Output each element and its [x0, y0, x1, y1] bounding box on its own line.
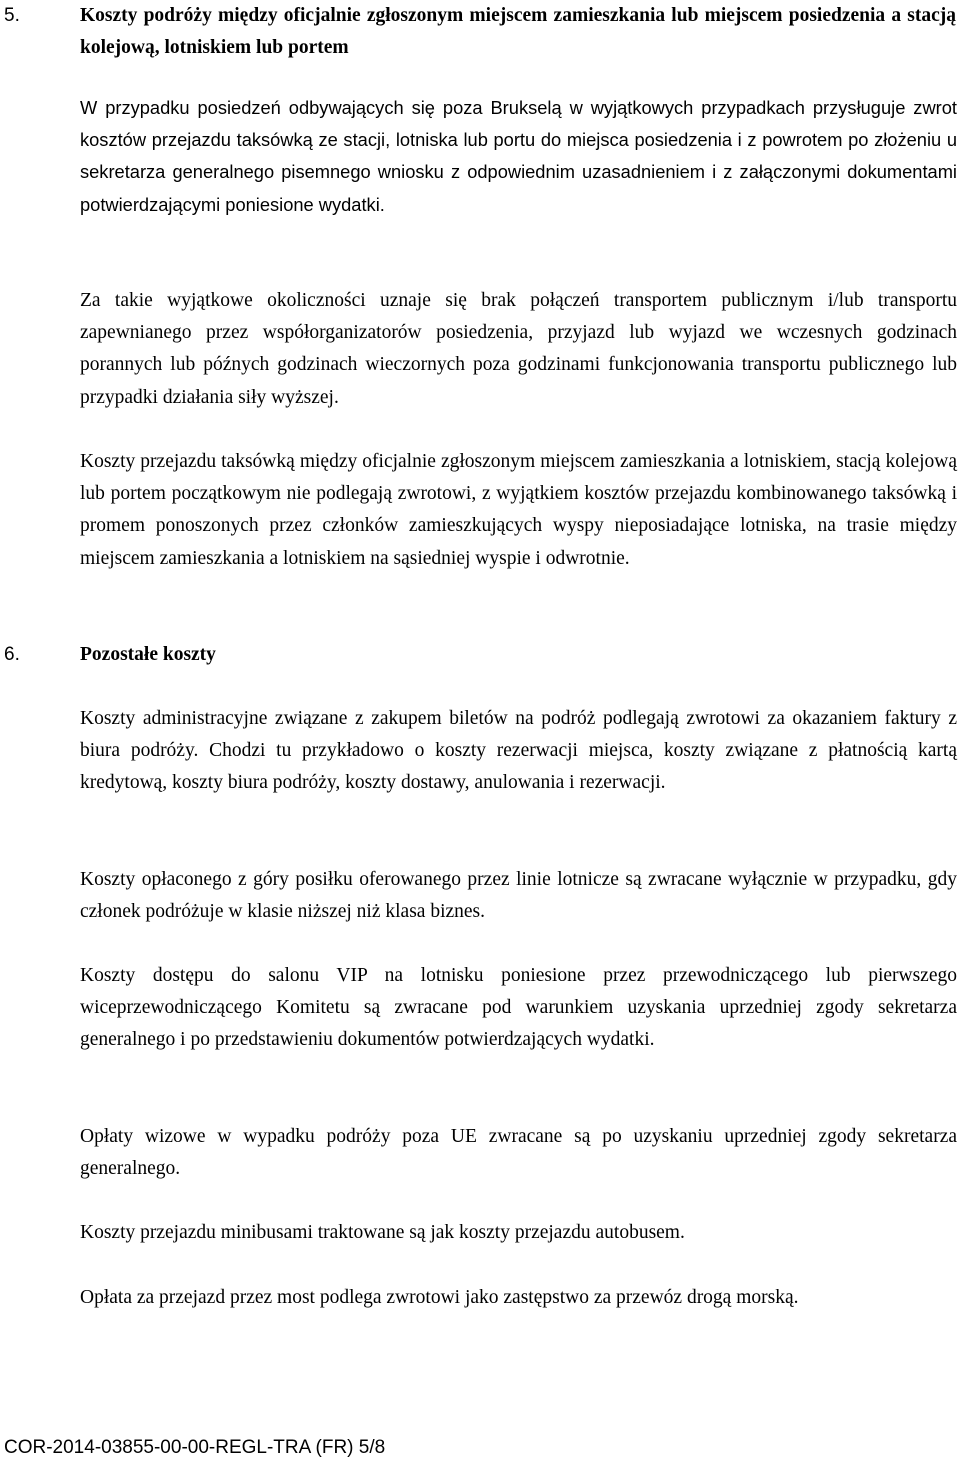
section-5-paragraph-2: Za takie wyjątkowe okoliczności uznaje się brak połączeń transportem publicznym i/lub transportu zapewnianego przez współorganizatorów posiedzenia, przyjazd lub wyjazd we wczesnych godzinach porannych lub późnych godzinach wieczornych poza godzinami funkcjonowania transportu publicznego lub przypadki działania siły wyższej.: [80, 290, 957, 408]
section-5-paragraph-3: Koszty przejazdu taksówką między oficjalnie zgłoszonym miejscem zamieszkania a lotniskiem, stacją kolejową lub portem początkowym nie podlegają zwrotowi, z wyjątkiem kosztów przejazdu kombinowanego taksówką i promem ponoszonych przez członków zamieszkujących wyspy nieposiadające lotniska, na trasie między miejscem zamieszkania a lotniskiem na sąsiedniej wyspie i odwrotnie.: [80, 451, 957, 569]
section-6-paragraph-4: Opłaty wizowe w wypadku podróży poza UE zwracane są po uzyskaniu uprzedniej zgody sekretarza generalnego.: [80, 1126, 957, 1180]
section-6-paragraph-3: Koszty dostępu do salonu VIP na lotnisku poniesione przez przewodniczącego lub pierwszego wiceprzewodniczącego Komitetu są zwracane pod warunkiem uzyskania uprzedniej zgody sekretarza generalnego i po przedstawieniu dokumentów potwierdzających wydatki.: [80, 965, 957, 1051]
section-5-paragraph-1: W przypadku posiedzeń odbywających się poza Brukselą w wyjątkowych przypadkach przysługuje zwrot kosztów przejazdu taksówką ze stacji, lotniska lub portu do miejsca posiedzenia i z powrotem po złożeniu u sekretarza generalnego pisemnego wniosku z odpowiednim uzasadnieniem i z załączonymi dokumentami potwierdzającymi poniesione wydatki.: [80, 97, 957, 215]
document-reference-footer: COR-2014-03855-00-00-REGL-TRA (FR) 5/8: [4, 1437, 386, 1458]
section-6-title: Pozostałe koszty: [80, 644, 216, 665]
section-5-number: 5.: [4, 5, 20, 26]
section-6-paragraph-5: Koszty przejazdu minibusami traktowane są jak koszty przejazdu autobusem.: [80, 1222, 685, 1243]
section-6-number: 6.: [4, 644, 20, 665]
section-5-title: Koszty podróży między oficjalnie zgłoszonym miejscem zamieszkania lub miejscem posiedzenia a stacją kolejową, lotniskiem lub portem: [80, 5, 956, 58]
section-6-paragraph-2: Koszty opłaconego z góry posiłku oferowanego przez linie lotnicze są zwracane wyłącznie w przypadku, gdy członek podróżuje w klasie niższej niż klasa biznes.: [80, 869, 957, 923]
section-6-paragraph-6: Opłata za przejazd przez most podlega zwrotowi jako zastępstwo za przewóz drogą morską.: [80, 1287, 799, 1308]
section-6-paragraph-1: Koszty administracyjne związane z zakupem biletów na podróż podlegają zwrotowi za okazaniem faktury z biura podróży. Chodzi tu przykładowo o koszty rezerwacji miejsca, koszty związane z płatnością kartą kredytową, koszty biura podróży, koszty dostawy, anulowania i rezerwacji.: [80, 708, 957, 794]
